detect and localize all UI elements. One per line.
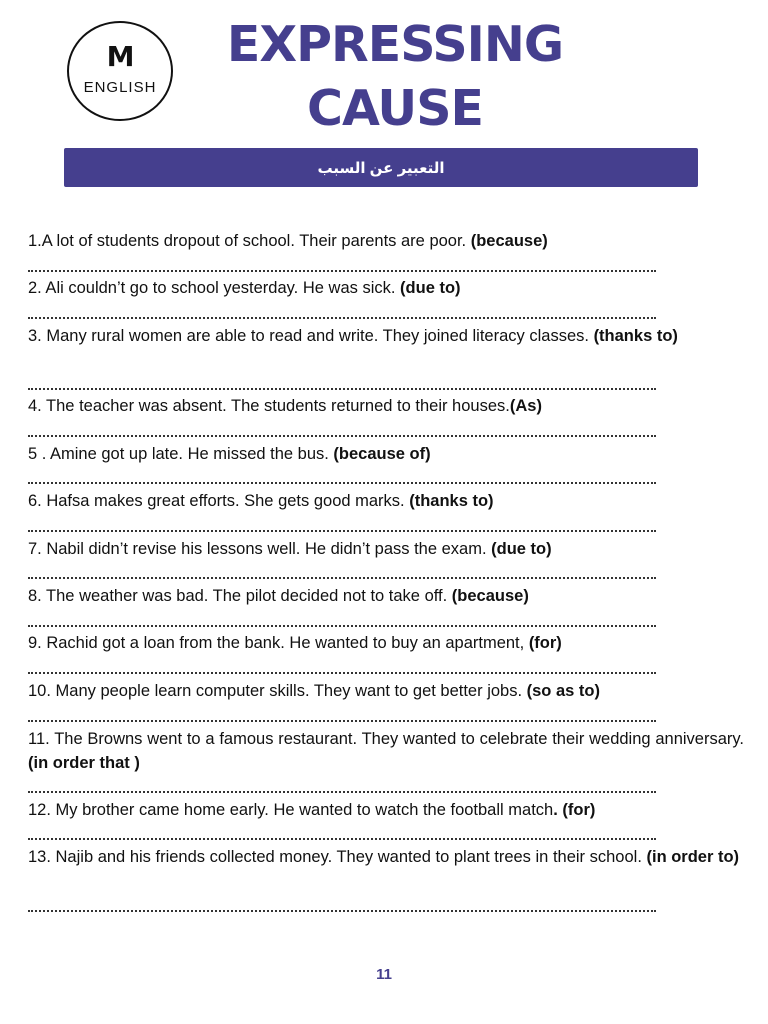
question-text: 9. Rachid got a loan from the bank. He wanted to buy an apartment, xyxy=(28,634,529,652)
question-10 xyxy=(28,679,744,703)
answer-line xyxy=(28,565,656,579)
question-cue: (in order that ) xyxy=(28,754,140,772)
arabic-subtitle-banner: التعبير عن السبب xyxy=(64,148,698,187)
question-text: 2. Ali couldn’t go to school yesterday. He was sick. xyxy=(28,279,401,297)
answer-line xyxy=(28,470,656,484)
question-cue: (thanks to) xyxy=(593,327,678,345)
question-2 xyxy=(28,276,744,300)
question-13 xyxy=(28,845,744,869)
question-1 xyxy=(28,229,744,253)
question-5 xyxy=(28,442,744,466)
answer-line xyxy=(28,898,656,912)
question-text: 4. The teacher was absent. The students returned to their houses. xyxy=(28,397,510,415)
question-cue: (thanks to) xyxy=(409,492,494,510)
question-7 xyxy=(28,537,744,561)
answer-line xyxy=(28,376,656,390)
answer-line xyxy=(28,660,656,674)
page-number: 11 xyxy=(376,966,392,983)
question-cue: (due to) xyxy=(491,540,552,558)
logo xyxy=(67,21,173,121)
question-8 xyxy=(28,584,744,608)
question-cue: (because) xyxy=(451,587,529,605)
answer-line xyxy=(28,518,656,532)
title-line-2: CAUSE xyxy=(307,80,483,137)
answer-line xyxy=(28,258,656,272)
title-line-1: EXPRESSING xyxy=(226,16,564,73)
question-text: 1.A lot of students dropout of school. Their parents are poor. xyxy=(28,232,471,250)
logo-letter: M xyxy=(106,40,134,73)
question-text: 8. The weather was bad. The pilot decided not to take off. xyxy=(28,587,452,605)
answer-line xyxy=(28,423,656,437)
question-text: 3. Many rural women are able to read and write. They joined literacy classes. xyxy=(28,327,594,345)
question-6 xyxy=(28,489,744,513)
question-text: 11. The Browns went to a famous restaurant. They wanted to celebrate their wedding anniversary. xyxy=(28,730,744,748)
logo-word: ENGLISH xyxy=(83,79,157,96)
question-text: 10. Many people learn computer skills. They want to get better jobs. xyxy=(28,682,527,700)
question-cue: (for) xyxy=(528,634,562,652)
question-cue: (because) xyxy=(470,232,548,250)
question-text: 5 . Amine got up late. He missed the bus. xyxy=(28,445,334,463)
question-12 xyxy=(28,798,744,822)
question-text: 12. My brother came home early. He wanted to watch the football match xyxy=(28,801,554,819)
question-cue: (As) xyxy=(509,397,542,415)
question-text: 13. Najib and his friends collected money. They wanted to plant trees in their school. xyxy=(28,848,647,866)
question-11 xyxy=(28,727,744,775)
answer-line xyxy=(28,826,656,840)
answer-line xyxy=(28,305,656,319)
question-3 xyxy=(28,324,744,348)
question-cue: (so as to) xyxy=(526,682,600,700)
question-cue: (in order to) xyxy=(646,848,740,866)
question-text: 6. Hafsa makes great efforts. She gets good marks. xyxy=(28,492,410,510)
question-cue: . (for) xyxy=(553,801,596,819)
answer-line xyxy=(28,708,656,722)
answer-line xyxy=(28,779,656,793)
question-cue: (because of) xyxy=(333,445,431,463)
question-4 xyxy=(28,394,744,418)
question-text: 7. Nabil didn’t revise his lessons well. He didn’t pass the exam. xyxy=(28,540,492,558)
question-9 xyxy=(28,631,744,655)
answer-line xyxy=(28,613,656,627)
question-cue: (due to) xyxy=(400,279,461,297)
